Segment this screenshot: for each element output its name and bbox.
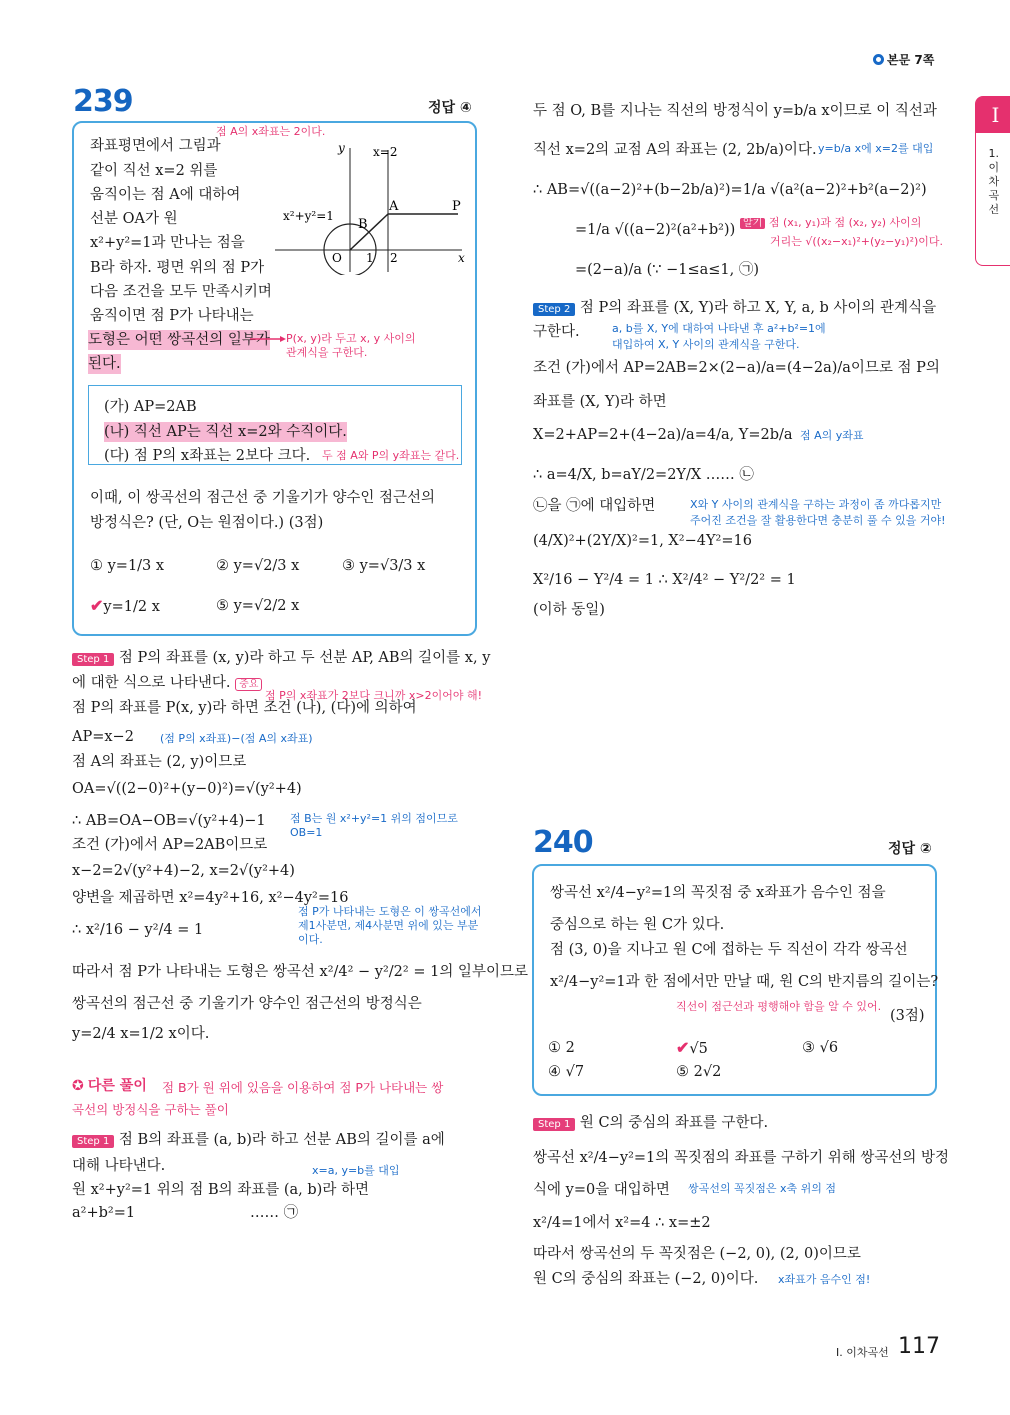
r-l2: 직선 x=2의 교점 A의 좌표는 (2, 2b/a)이다. [533, 142, 817, 158]
sol239-l6: 조건 (가)에서 AP=2AB이므로 [72, 837, 268, 853]
q239-line8: 움직이면 점 P가 나타내는 [90, 308, 254, 324]
q240-line4: x²/4−y²=1과 한 점에서만 만날 때, 원 C의 반지름의 길이는? [550, 974, 939, 990]
side-tab-chapter: 1. 이차곡선 [988, 147, 1000, 216]
fig-label-2: 2 [390, 251, 398, 265]
target-icon [873, 54, 884, 65]
sol239-l7: x−2=2√(y²+4)−2, x=2√(y²+4) [72, 863, 295, 879]
note-xy1: X와 Y 사이의 관계식을 구하는 과정이 좀 까다롭지만 [690, 498, 942, 511]
choice-240-4[interactable]: ④ √7 [548, 1064, 585, 1080]
r-note-sub: y=b/a x에 x=2를 대입 [818, 142, 934, 155]
step2: Step 2 점 P의 좌표를 (X, Y)라 하고 X, Y, a, b 사이의 관계식을 [533, 298, 936, 320]
q239-line9: 도형은 어떤 쌍곡선의 일부가 [88, 332, 270, 348]
sol239-l11: 쌍곡선의 점근선 중 기울기가 양수인 점근선의 방정식은 [72, 996, 422, 1012]
alt-l2-tag: …… ㉠ [250, 1205, 299, 1221]
important-tag: 중요 [235, 678, 262, 691]
condition-na: (나) 직선 AP는 직선 x=2와 수직이다. [104, 424, 347, 440]
r-l8: X=2+AP=2+(4−2a)/a=4/a, Y=2b/a [533, 427, 793, 443]
alt-solution-heading: ✪ 다른 풀이 [72, 1078, 147, 1094]
r-l4: =1/a √((a−2)²(a²+b²)) [575, 222, 736, 238]
sol240-l5: 원 C의 중심의 좌표는 (−2, 0)이다. [533, 1271, 759, 1287]
sol239-l8: 양변을 제곱하면 x²=4y²+16, x²−4y²=16 [72, 890, 349, 906]
q239-line10: 된다. [88, 356, 121, 372]
sol239-step1: Step 1 점 P의 좌표를 (x, y)라 하고 두 선분 AP, AB의 길이를 x, y [72, 648, 490, 670]
r-l13: (이하 동일) [533, 602, 605, 618]
sol239-l12: y=2/4 x=1/2 x이다. [72, 1026, 210, 1042]
fig-label-1: 1 [366, 251, 374, 265]
choice-239-4[interactable]: ✔y=1/2 x [90, 596, 160, 615]
q239-line7: 다음 조건을 모두 만족시키며 [90, 284, 272, 300]
r-l9: ∴ a=4/X, b=aY/2=2Y/X …… ㉡ [533, 467, 754, 483]
choice-239-5[interactable]: ⑤ y=√2/2 x [216, 598, 300, 614]
fig-label-p: P [452, 199, 461, 214]
q239-line2: 같이 직선 x=2 위를 [90, 163, 218, 179]
r-l7: 좌표를 (X, Y)라 하면 [533, 394, 667, 410]
arrow-icon [250, 334, 286, 344]
choice-240-5[interactable]: ⑤ 2√2 [676, 1064, 722, 1080]
sol240-l1: 쌍곡선 x²/4−y²=1의 꼭짓점의 좌표를 구하기 위해 쌍곡선의 방정 [533, 1150, 950, 1166]
q239-ask2: 방정식은? (단, O는 원점이다.) (3점) [90, 515, 324, 531]
note-ya: 점 A의 y좌표 [800, 429, 864, 442]
step2-note2: 대입하여 X, Y 사이의 관계식을 구한다. [612, 338, 800, 351]
alt-note: x=a, y=b를 대입 [312, 1164, 400, 1177]
choice-240-3[interactable]: ③ √6 [802, 1040, 839, 1056]
step-label: Step 1 [72, 653, 114, 666]
sol239-l1: 점 P의 좌표를 P(x, y)라 하면 조건 (나), (다)에 의하여 [72, 700, 417, 716]
q240-note: 직선이 점근선과 평행해야 함을 알 수 있어. [676, 1000, 882, 1013]
note-point-a: 점 A의 x좌표는 2이다. [216, 125, 326, 138]
sol240-l3: x²/4=1에서 x²=4 ∴ x=±2 [533, 1215, 711, 1231]
alt-l2: a²+b²=1 [72, 1205, 136, 1221]
choice-239-1[interactable]: ① y=1/3 x [90, 558, 165, 574]
q240-line1: 쌍곡선 x²/4−y²=1의 꼭짓점 중 x좌표가 음수인 점을 [550, 885, 886, 901]
step2-label: Step 2 [533, 303, 575, 316]
r-l10: ㉡을 ㉠에 대입하면 [533, 498, 656, 514]
r-l11: (4/X)²+(2Y/X)²=1, X²−4Y²=16 [533, 533, 752, 549]
q239-ask1: 이때, 이 쌍곡선의 점근선 중 기울기가 양수인 점근선의 [90, 490, 436, 506]
side-tab-roman: I [976, 97, 1010, 133]
fig-label-a: A [389, 199, 399, 214]
q239-line1: 좌표평면에서 그림과 [90, 138, 221, 154]
fig-label-x: x [458, 251, 465, 265]
alt-solution-desc: 점 B가 원 위에 있음을 이용하여 점 P가 나타내는 쌍곡선의 방정식을 구하는 풀이 [72, 1080, 444, 1117]
sol240-note2: x좌표가 음수인 점! [778, 1273, 871, 1286]
answer-239: 정답 ④ [428, 100, 472, 116]
choice-239-3[interactable]: ③ y=√3/3 x [342, 558, 426, 574]
note-point-p: P(x, y)라 두고 x, y 사이의 관계식을 구한다. [286, 332, 416, 359]
side-tab[interactable] [975, 96, 1010, 266]
note-xy2: 주어진 조건을 잘 활용한다면 충분히 풀 수 있을 거야! [690, 514, 946, 527]
fig-label-o: O [332, 251, 342, 265]
q240-line3: 점 (3, 0)을 지나고 원 C에 접하는 두 직선이 각각 쌍곡선 [550, 942, 908, 958]
fig-label-b: B [358, 217, 368, 232]
alt-l1: 원 x²+y²=1 위의 점 B의 좌표를 (a, b)라 하면 [72, 1182, 369, 1198]
sol239-note1: 점 P의 x좌표가 2보다 크니까 x>2이어야 해! [265, 689, 483, 702]
star-icon: ✪ [72, 1078, 84, 1094]
sol239-note4: 점 P가 나타내는 도형은 이 쌍곡선에서 제1사분면, 제4사분면 위에 있는 부분이다. [298, 905, 482, 946]
know-box: 알기 점 (x₁, y₁)과 점 (x₂, y₂) 사이의 [740, 216, 921, 231]
r-l1: 두 점 O, B를 지나는 직선의 방정식이 y=b/a x이므로 이 직선과 [533, 103, 937, 119]
sol239-l9: ∴ x²/16 − y²/4 = 1 [72, 922, 204, 938]
problem-number-240: 240 [533, 825, 593, 860]
q239-line6: B라 하자. 평면 위의 점 P가 [90, 260, 265, 276]
answer-240: 정답 ② [888, 841, 932, 857]
r-l12: X²/16 − Y²/4 = 1 ∴ X²/4² − Y²/2² = 1 [533, 572, 796, 588]
sol239-note2: (점 P의 x좌표)−(점 A의 x좌표) [160, 732, 313, 745]
note-condition: 두 점 A와 P의 y좌표는 같다. [322, 449, 460, 462]
problem-number-239: 239 [73, 84, 133, 119]
q240-line2: 중심으로 하는 원 C가 있다. [550, 917, 725, 933]
sol239-l2: AP=x−2 [72, 729, 134, 745]
sol239-note3: 점 B는 원 x²+y²=1 위의 점이므로 OB=1 [290, 812, 458, 839]
q239-line3: 움직이는 점 A에 대하여 [90, 187, 241, 203]
know-line2: 거리는 √((x₂−x₁)²+(y₂−y₁)²)이다. [770, 235, 944, 248]
header-link[interactable]: 본문 7쪽 [873, 51, 934, 68]
sol239-step1b: 에 대한 식으로 나타낸다. 중요 [72, 673, 262, 695]
page-number: 117 [898, 1334, 940, 1359]
sol239-l4: OA=√((2−0)²+(y−0)²)=√(y²+4) [72, 781, 302, 797]
condition-ga: (가) AP=2AB [104, 399, 197, 415]
choice-240-2[interactable]: ✔√5 [676, 1038, 708, 1057]
r-l5: =(2−a)/a (∵ −1≤a≤1, ㉠) [575, 262, 760, 278]
alt-step1: Step 1 점 B의 좌표를 (a, b)라 하고 선분 AB의 길이를 a에 대해 나타낸다. [72, 1132, 445, 1174]
sol239-l5: ∴ AB=OA−OB=√(y²+4)−1 [72, 813, 266, 829]
step2-note1: a, b를 X, Y에 대하여 나타낸 후 a²+b²=1에 [612, 322, 826, 335]
sol239-l3: 점 A의 좌표는 (2, y)이므로 [72, 754, 247, 770]
fig-label-x2: x=2 [373, 145, 398, 159]
checkmark-icon: ✔ [676, 1038, 690, 1057]
sol239-l10: 따라서 점 P가 나타내는 도형은 쌍곡선 x²/4² − y²/2² = 1의 일부이므로 [72, 964, 528, 980]
sol240-l2: 식에 y=0을 대입하면 [533, 1182, 670, 1198]
sol240-l4: 따라서 쌍곡선의 두 꼭짓점은 (−2, 0), (2, 0)이므로 [533, 1246, 861, 1262]
fig-label-circle: x²+y²=1 [283, 209, 334, 223]
q240-points: (3점) [890, 1008, 925, 1024]
step2b: 구한다. [533, 324, 580, 340]
sol240-note1: 쌍곡선의 꼭짓점은 x축 위의 점 [688, 1182, 837, 1195]
choice-240-1[interactable]: ① 2 [548, 1040, 575, 1056]
graph-figure [270, 140, 470, 275]
footer-chapter: Ⅰ. 이차곡선 [836, 1346, 889, 1359]
sol240-step1: Step 1 원 C의 중심의 좌표를 구한다. [533, 1113, 768, 1135]
condition-da: (다) 점 P의 x좌표는 2보다 크다. [104, 448, 311, 464]
checkmark-icon: ✔ [90, 596, 104, 615]
q239-line5: x²+y²=1과 만나는 점을 [90, 235, 245, 251]
choice-239-2[interactable]: ② y=√2/3 x [216, 558, 300, 574]
r-l3: ∴ AB=√((a−2)²+(b−2b/a)²)=1/a √(a²(a−2)²+b²(a−2)²) [533, 182, 927, 198]
segment-oa [350, 214, 388, 250]
q239-line4: 선분 OA가 원 [90, 211, 178, 227]
fig-label-y: y [338, 141, 345, 155]
r-l6: 조건 (가)에서 AP=2AB=2×(2−a)/a=(4−2a)/a이므로 점 P의 [533, 360, 940, 376]
